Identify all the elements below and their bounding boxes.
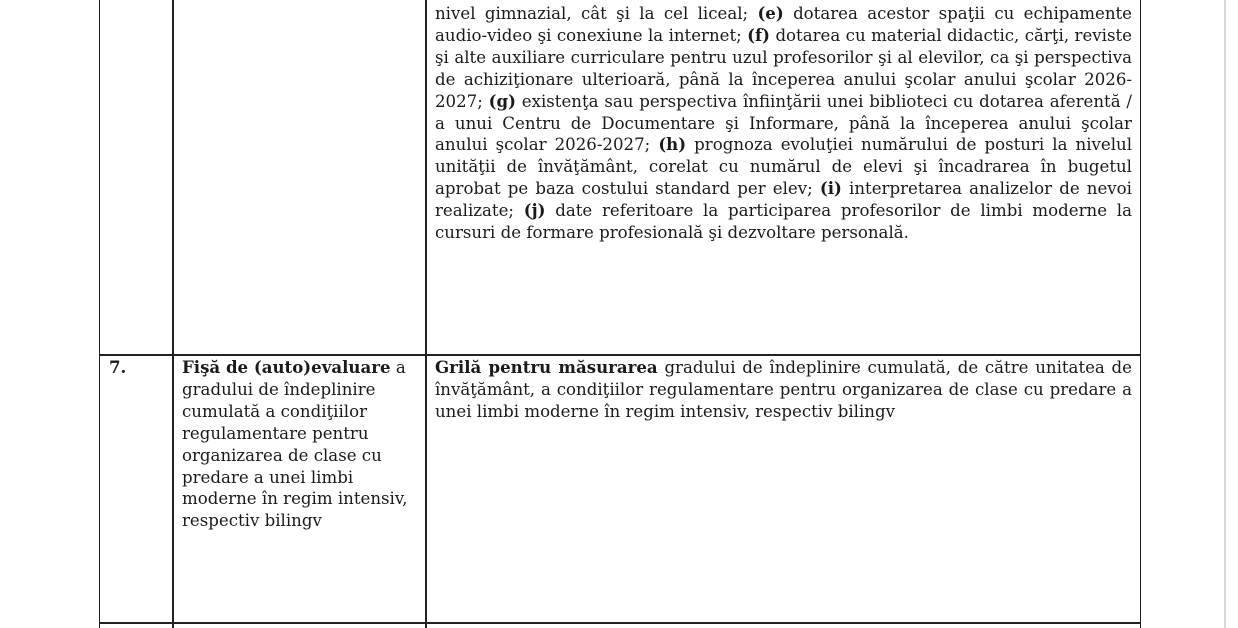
column-divider: [172, 0, 174, 628]
row-divider: [100, 622, 1140, 624]
document-title: Fişă de (auto)evaluare a gradului de îndeplinire cumulată a condiţiilor regulamentare pentru organizarea de clase cu predare a unei limbi moderne în regim intensiv, respectiv bilingv: [182, 357, 408, 531]
row-divider: [100, 354, 1140, 356]
page-edge-shadow: [1224, 0, 1226, 628]
row-number: 7.: [109, 357, 127, 377]
column-divider: [425, 0, 427, 628]
previous-row-details: nivel gimnazial, cât şi la cel liceal; (e) dotarea acestor spaţii cu echipamente audio-video şi conexiune la internet; (f) dotarea cu material didactic, cărţi, reviste şi alte auxiliare curriculare pentru uzul profesorilor şi al elevilor, ca şi perspectiva de achiziţionare ulterioară, până la începerea anului şcolar anului şcolar 2026-2027; (g) existenţa sau perspectiva înfiinţării unei biblioteci cu dotarea aferentă / a unui Centru de Documentare şi Informare, până la începerea anului şcolar anului şcolar 2026-2027; (h) prognoza evoluţiei numărului de posturi la nivelul unităţii de învăţământ, corelat cu numărul de elevi şi încadrarea în bugetul aprobat pe baza costului standard per elev; (i) interpretarea analizelor de nevoi realizate; (j) date referitoare la participarea profesorilor de limbi moderne la cursuri de formare profesională şi dezvoltare personală.: [435, 3, 1133, 243]
document-table: [99, 0, 1141, 628]
document-description: Grilă pentru măsurarea gradului de îndeplinire cumulată, de către unitatea de învăţământ, a condiţiilor regulamentare pentru organizarea de clase cu predare a unei limbi moderne în regim intensiv, respectiv bilingv: [435, 357, 1132, 421]
